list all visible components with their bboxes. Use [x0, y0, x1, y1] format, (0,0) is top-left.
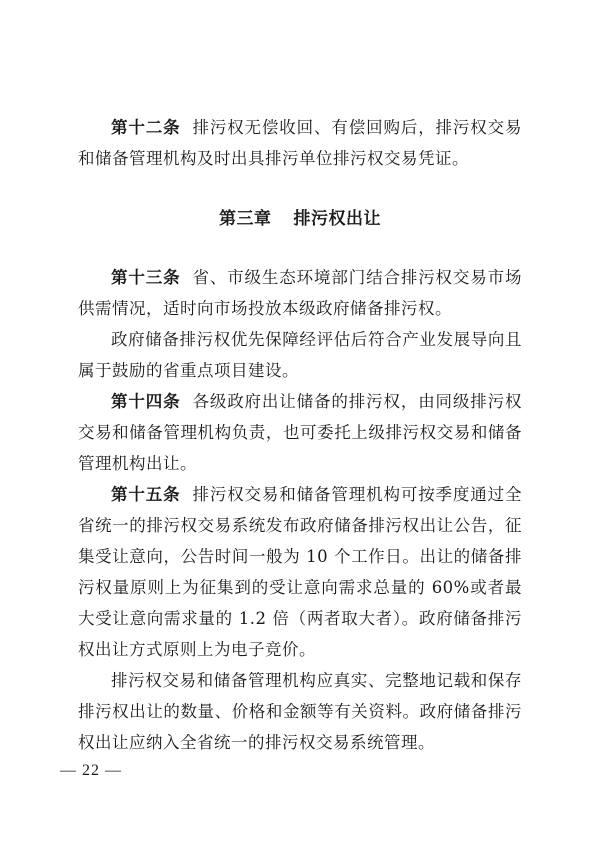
article-15-text: 排污权交易和储备管理机构可按季度通过全省统一的排污权交易系统发布政府储备排污权出让公告，征集受让意向，公告时间一般为 10 个工作日。出让的储备排污权量原则上为征集到的受让意向需求总量的 60%或者最大受让意向需求量的 1.2 倍（两者取大者）。政府储备排污权出让方式原则上为电子竞价。 [78, 485, 523, 659]
chapter-heading [78, 204, 522, 229]
article-12 [78, 112, 522, 174]
article-15-paragraph-2-text: 排污权交易和储备管理机构应真实、完整地记载和保存排污权出让的数量、价格和金额等有关资料。政府储备排污权出让应纳入全省统一的排污权交易系统管理。 [78, 671, 522, 752]
article-15 [78, 479, 522, 665]
article-15-label: 第十五条 [111, 485, 181, 504]
page-number: — 22 — [60, 762, 122, 779]
article-13 [78, 262, 522, 324]
article-15-paragraph-2 [78, 665, 522, 758]
article-13-paragraph-2-text: 政府储备排污权优先保障经评估后符合产业发展导向且属于鼓励的省重点项目建设。 [78, 330, 522, 380]
chapter-title: 排污权出让 [293, 209, 381, 229]
article-12-text: 排污权无偿收回、有偿回购后，排污权交易和储备管理机构及时出具排污单位排污权交易凭证。 [78, 118, 523, 168]
article-14-text: 各级政府出让储备的排污权，由同级排污权交易和储备管理机构负责，也可委托上级排污权交易和储备管理机构出让。 [78, 392, 523, 473]
article-13-label: 第十三条 [111, 268, 181, 287]
article-14 [78, 386, 522, 479]
article-14-label: 第十四条 [111, 392, 181, 411]
article-13-paragraph-2 [78, 324, 522, 386]
article-12-label: 第十二条 [111, 118, 181, 137]
chapter-number: 第三章 [219, 209, 272, 229]
article-13-text: 省、市级生态环境部门结合排污权交易市场供需情况，适时向市场投放本级政府储备排污权。 [78, 268, 523, 318]
